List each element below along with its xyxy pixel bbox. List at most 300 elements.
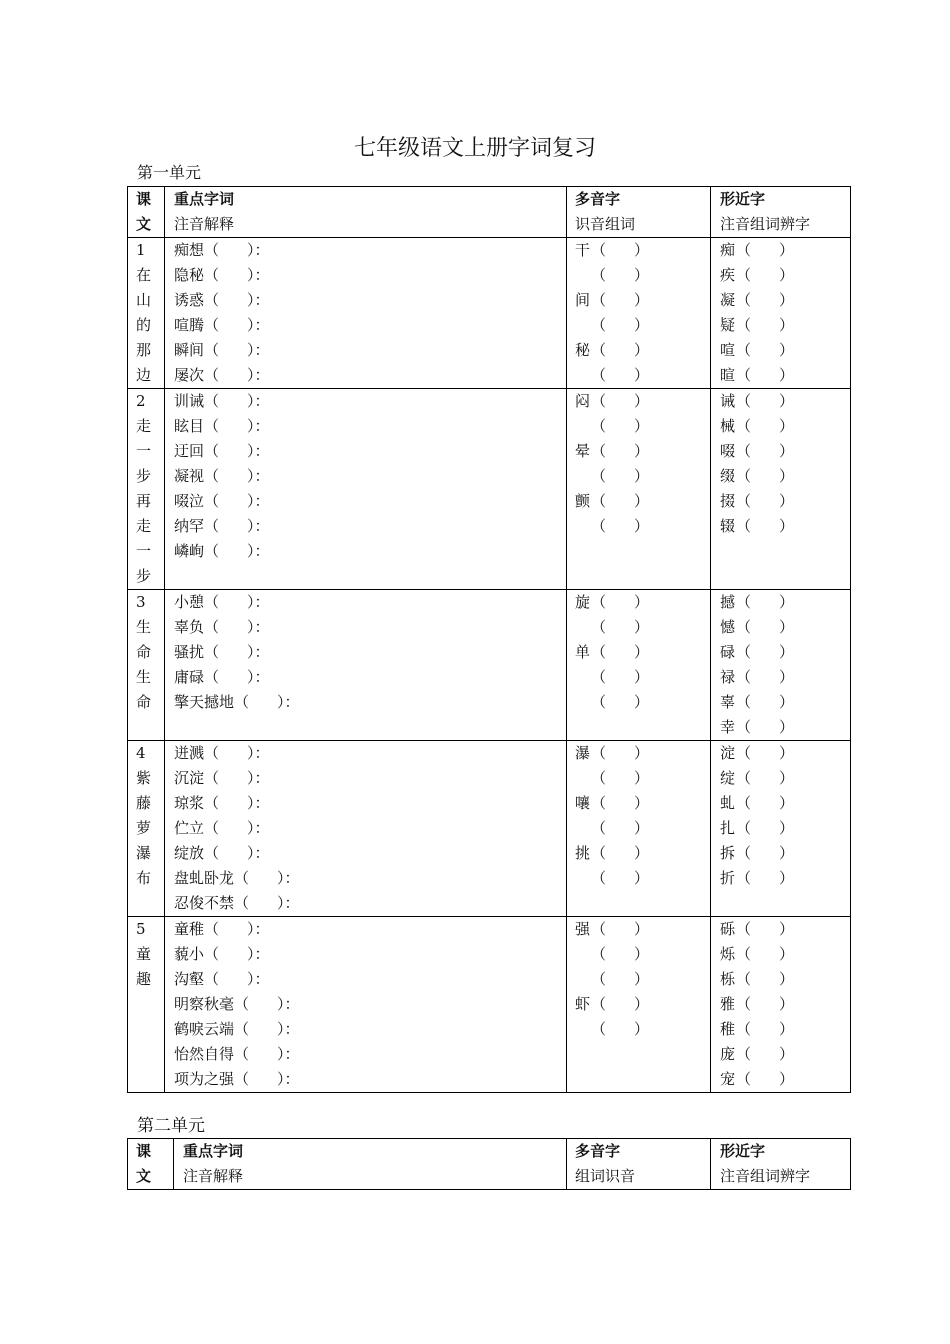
header-words-title: 重点字词	[174, 190, 235, 208]
paren-symbol: ）	[634, 467, 650, 485]
vocab-item	[174, 891, 566, 916]
paren-symbol: ）	[247, 266, 255, 284]
vocab-word: 明察秋毫	[174, 995, 235, 1013]
vocab-word: 擎天撼地	[174, 693, 235, 711]
header-row	[128, 1139, 851, 1190]
colon-symbol: ：	[254, 492, 270, 510]
similar-char: 稚	[720, 1020, 736, 1038]
paren-symbol: ）	[247, 794, 255, 812]
paren-symbol: （	[204, 794, 220, 812]
vocab-item	[174, 389, 566, 414]
paren-symbol: ）	[634, 920, 650, 938]
lesson-title-char: 4	[136, 744, 146, 762]
similar-char-item	[720, 363, 850, 388]
paren-symbol: ）	[247, 467, 255, 485]
paren-symbol: ）	[779, 995, 795, 1013]
similar-char: 辜	[720, 693, 736, 711]
paren-symbol: ）	[779, 769, 795, 787]
polyphone-list	[567, 590, 711, 741]
paren-symbol: （	[591, 744, 607, 762]
paren-symbol: ）	[634, 366, 650, 384]
paren-symbol: ）	[779, 593, 795, 611]
header-poly-sub: 组词识音	[575, 1167, 636, 1185]
lesson-row	[128, 590, 851, 741]
paren-symbol: ）	[779, 291, 795, 309]
paren-symbol: ）	[634, 593, 650, 611]
vocab-item	[174, 288, 566, 313]
similar-char-item	[720, 766, 850, 791]
polyphone-item	[575, 841, 710, 866]
colon-symbol: ：	[284, 869, 300, 887]
polyphone-list	[567, 238, 711, 389]
paren-symbol: （	[591, 668, 607, 686]
paren-symbol: （	[736, 593, 752, 611]
similar-char: 憾	[720, 618, 736, 636]
paren-symbol: （	[736, 366, 752, 384]
lesson-title-char: 5	[136, 920, 146, 938]
polyphone-list	[567, 741, 711, 917]
vocab-item	[174, 464, 566, 489]
lesson-title-char: 瀑	[136, 844, 152, 862]
lesson-title-char: 布	[136, 869, 152, 887]
paren-symbol: （	[204, 417, 220, 435]
unit2-heading: 第二单元	[137, 1116, 205, 1136]
paren-symbol: ）	[247, 316, 255, 334]
similar-char-item	[720, 615, 850, 640]
paren-symbol: （	[204, 668, 220, 686]
paren-symbol: （	[591, 869, 607, 887]
paren-symbol: ）	[634, 316, 650, 334]
vocab-word: 瞬间	[174, 341, 205, 359]
paren-symbol: （	[736, 341, 752, 359]
paren-symbol: ）	[779, 794, 795, 812]
vocab-item	[174, 766, 566, 791]
polyphone-item	[575, 615, 710, 640]
lesson-title-char: 在	[136, 266, 152, 284]
paren-symbol: ）	[634, 844, 650, 862]
colon-symbol: ：	[254, 668, 270, 686]
paren-symbol: ）	[634, 769, 650, 787]
vocab-item	[174, 1017, 566, 1042]
polyphone-item	[575, 992, 710, 1017]
paren-symbol: ）	[277, 894, 285, 912]
unit1-table	[127, 186, 851, 1093]
header-row	[128, 187, 851, 238]
paren-symbol: （	[591, 392, 607, 410]
polyphone-char: 旋	[575, 593, 591, 611]
similar-char-item	[720, 942, 850, 967]
similar-char-item	[720, 816, 850, 841]
paren-symbol: ）	[634, 819, 650, 837]
paren-symbol: ）	[247, 593, 255, 611]
vocab-item	[174, 338, 566, 363]
vocab-word: 怡然自得	[174, 1045, 235, 1063]
paren-symbol: （	[736, 920, 752, 938]
polyphone-item	[575, 640, 710, 665]
colon-symbol: ：	[254, 392, 270, 410]
paren-symbol: （	[736, 392, 752, 410]
vocab-word: 痴想	[174, 241, 205, 259]
paren-symbol: （	[736, 517, 752, 535]
similar-char: 暄	[720, 366, 736, 384]
paren-symbol: ）	[634, 618, 650, 636]
similar-char-item	[720, 263, 850, 288]
polyphone-item	[575, 464, 710, 489]
colon-symbol: ：	[254, 794, 270, 812]
paren-symbol: （	[204, 392, 220, 410]
paren-symbol: （	[591, 341, 607, 359]
header-words	[174, 1139, 567, 1190]
paren-symbol: ）	[634, 1020, 650, 1038]
vocab-item	[174, 791, 566, 816]
vocab-item	[174, 590, 566, 615]
polyphone-item	[575, 514, 710, 539]
paren-symbol: （	[736, 266, 752, 284]
colon-symbol: ：	[254, 442, 270, 460]
colon-symbol: ：	[284, 995, 300, 1013]
polyphone-item	[575, 816, 710, 841]
paren-symbol: ）	[779, 869, 795, 887]
colon-symbol: ：	[254, 769, 270, 787]
header-similar-title: 形近字	[720, 190, 766, 208]
similar-char-list	[711, 238, 851, 389]
vocab-word: 啜泣	[174, 492, 205, 510]
vocab-item	[174, 1067, 566, 1092]
similar-char-item	[720, 389, 850, 414]
colon-symbol: ：	[254, 819, 270, 837]
paren-symbol: （	[591, 995, 607, 1013]
vocab-word: 庸碌	[174, 668, 205, 686]
similar-char: 碌	[720, 643, 736, 661]
paren-symbol: （	[204, 366, 220, 384]
header-words	[165, 187, 567, 238]
vocab-word: 喧腾	[174, 316, 205, 334]
polyphone-item	[575, 313, 710, 338]
paren-symbol: （	[736, 718, 752, 736]
vocab-item	[174, 238, 566, 263]
similar-char: 扎	[720, 819, 736, 837]
paren-symbol: ）	[634, 517, 650, 535]
paren-symbol: （	[591, 769, 607, 787]
vocab-item	[174, 615, 566, 640]
paren-symbol: ）	[247, 618, 255, 636]
vocab-word: 童稚	[174, 920, 205, 938]
paren-symbol: （	[234, 894, 250, 912]
paren-symbol: ）	[634, 693, 650, 711]
paren-symbol: （	[591, 593, 607, 611]
vocab-word: 嶙峋	[174, 542, 205, 560]
paren-symbol: （	[591, 643, 607, 661]
lesson-title-char: 那	[136, 341, 152, 359]
colon-symbol: ：	[254, 341, 270, 359]
paren-symbol: ）	[779, 241, 795, 259]
paren-symbol: （	[591, 618, 607, 636]
vocab-word: 小憩	[174, 593, 205, 611]
paren-symbol: （	[204, 593, 220, 611]
paren-symbol: （	[234, 1070, 250, 1088]
vocab-word: 凝视	[174, 467, 205, 485]
colon-symbol: ：	[254, 291, 270, 309]
paren-symbol: （	[591, 970, 607, 988]
colon-symbol: ：	[254, 593, 270, 611]
header-similar-title: 形近字	[720, 1142, 766, 1160]
lesson-title-char: 1	[136, 241, 146, 259]
vocab-list	[165, 917, 567, 1093]
paren-symbol: （	[736, 844, 752, 862]
paren-symbol: （	[591, 417, 607, 435]
similar-char-list	[711, 741, 851, 917]
header-poly-sub: 识音组词	[575, 215, 636, 233]
paren-symbol: （	[736, 744, 752, 762]
unit1-heading: 第一单元	[137, 163, 202, 182]
header-poly	[567, 187, 711, 238]
polyphone-char: 闷	[575, 392, 591, 410]
colon-symbol: ：	[254, 467, 270, 485]
polyphone-char: 嚷	[575, 794, 591, 812]
colon-symbol: ：	[254, 970, 270, 988]
polyphone-list	[567, 917, 711, 1093]
paren-symbol: ）	[634, 291, 650, 309]
similar-char-item	[720, 841, 850, 866]
paren-symbol: （	[234, 1020, 250, 1038]
colon-symbol: ：	[254, 266, 270, 284]
vocab-word: 沟壑	[174, 970, 205, 988]
lesson-title-char: 趣	[136, 970, 152, 988]
paren-symbol: ）	[779, 1070, 795, 1088]
similar-char: 撼	[720, 593, 736, 611]
vocab-word: 眩目	[174, 417, 205, 435]
paren-symbol: ）	[779, 467, 795, 485]
similar-char: 宠	[720, 1070, 736, 1088]
paren-symbol: ）	[634, 995, 650, 1013]
paren-symbol: （	[204, 241, 220, 259]
paren-symbol: ）	[634, 492, 650, 510]
vocab-word: 项为之强	[174, 1070, 235, 1088]
colon-symbol: ：	[254, 643, 270, 661]
vocab-item	[174, 1042, 566, 1067]
paren-symbol: （	[736, 1020, 752, 1038]
vocab-word: 绽放	[174, 844, 205, 862]
polyphone-item	[575, 489, 710, 514]
vocab-item	[174, 439, 566, 464]
polyphone-item	[575, 690, 710, 715]
vocab-item	[174, 917, 566, 942]
similar-char-item	[720, 640, 850, 665]
vocab-item	[174, 539, 566, 564]
lesson-title-char: 紫	[136, 769, 152, 787]
similar-char: 掇	[720, 492, 736, 510]
vocab-item	[174, 313, 566, 338]
lesson-title-char: 萝	[136, 819, 152, 837]
polyphone-char: 强	[575, 920, 591, 938]
vocab-item	[174, 414, 566, 439]
paren-symbol: ）	[634, 341, 650, 359]
vocab-word: 忍俊不禁	[174, 894, 235, 912]
paren-symbol: ）	[247, 970, 255, 988]
header-poly-title: 多音字	[575, 190, 621, 208]
paren-symbol: （	[736, 995, 752, 1013]
lesson-title-char: 3	[136, 593, 146, 611]
paren-symbol: ）	[779, 266, 795, 284]
similar-char-item	[720, 439, 850, 464]
colon-symbol: ：	[284, 1045, 300, 1063]
vocab-word: 诱惑	[174, 291, 205, 309]
similar-char: 烁	[720, 945, 736, 963]
similar-char: 淀	[720, 744, 736, 762]
vocab-item	[174, 514, 566, 539]
paren-symbol: ）	[779, 392, 795, 410]
paren-symbol: ）	[634, 417, 650, 435]
similar-char-item	[720, 313, 850, 338]
paren-symbol: （	[736, 769, 752, 787]
similar-char: 痴	[720, 241, 736, 259]
paren-symbol: （	[736, 693, 752, 711]
header-poly-title: 多音字	[575, 1142, 621, 1160]
paren-symbol: ）	[779, 417, 795, 435]
paren-symbol: （	[204, 920, 220, 938]
polyphone-item	[575, 238, 710, 263]
paren-symbol: ）	[634, 794, 650, 812]
vocab-item	[174, 665, 566, 690]
similar-char: 拆	[720, 844, 736, 862]
paren-symbol: ）	[247, 819, 255, 837]
paren-symbol: ）	[779, 366, 795, 384]
paren-symbol: ）	[247, 341, 255, 359]
similar-char-list	[711, 917, 851, 1093]
paren-symbol: ）	[247, 769, 255, 787]
paren-symbol: ）	[779, 819, 795, 837]
similar-char: 幸	[720, 718, 736, 736]
similar-char-item	[720, 288, 850, 313]
colon-symbol: ：	[254, 542, 270, 560]
paren-symbol: （	[736, 618, 752, 636]
similar-char-item	[720, 791, 850, 816]
paren-symbol: （	[736, 643, 752, 661]
lesson-row	[128, 741, 851, 917]
paren-symbol: ）	[634, 392, 650, 410]
paren-symbol: ）	[247, 945, 255, 963]
polyphone-char: 瀑	[575, 744, 591, 762]
header-words-sub: 注音解释	[174, 215, 235, 233]
similar-char-item	[720, 238, 850, 263]
polyphone-item	[575, 414, 710, 439]
paren-symbol: （	[204, 341, 220, 359]
paren-symbol: （	[234, 693, 250, 711]
lesson-title-char: 走	[136, 517, 152, 535]
paren-symbol: （	[591, 920, 607, 938]
lesson-title	[128, 917, 165, 1093]
lesson-title-char: 生	[136, 618, 152, 636]
paren-symbol: ）	[779, 718, 795, 736]
similar-char-item	[720, 1067, 850, 1092]
similar-char-item	[720, 590, 850, 615]
paren-symbol: ）	[779, 744, 795, 762]
colon-symbol: ：	[254, 417, 270, 435]
paren-symbol: ）	[247, 643, 255, 661]
colon-symbol: ：	[254, 316, 270, 334]
paren-symbol: ）	[634, 266, 650, 284]
polyphone-item	[575, 665, 710, 690]
colon-symbol: ：	[254, 618, 270, 636]
similar-char-list	[711, 590, 851, 741]
paren-symbol: （	[204, 744, 220, 762]
polyphone-item	[575, 288, 710, 313]
lesson-title-char: 步	[136, 567, 152, 585]
paren-symbol: （	[736, 970, 752, 988]
paren-symbol: ）	[247, 492, 255, 510]
lesson-title-char: 生	[136, 668, 152, 686]
header-similar	[711, 1139, 851, 1190]
colon-symbol: ：	[254, 945, 270, 963]
vocab-word: 辜负	[174, 618, 205, 636]
paren-symbol: ）	[277, 1020, 285, 1038]
vocab-item	[174, 363, 566, 388]
paren-symbol: （	[591, 442, 607, 460]
polyphone-item	[575, 363, 710, 388]
paren-symbol: ）	[779, 970, 795, 988]
paren-symbol: （	[204, 945, 220, 963]
similar-char-item	[720, 414, 850, 439]
unit2-table	[127, 1138, 851, 1190]
polyphone-char: 干	[575, 241, 591, 259]
lesson-title-char: 山	[136, 291, 152, 309]
paren-symbol: （	[736, 794, 752, 812]
vocab-word: 沉淀	[174, 769, 205, 787]
paren-symbol: ）	[779, 668, 795, 686]
lesson-title-char: 的	[136, 316, 152, 334]
vocab-word: 迸溅	[174, 744, 205, 762]
similar-char: 栎	[720, 970, 736, 988]
vocab-item	[174, 866, 566, 891]
paren-symbol: （	[591, 945, 607, 963]
lesson-row	[128, 238, 851, 389]
paren-symbol: ）	[634, 241, 650, 259]
similar-char: 疾	[720, 266, 736, 284]
similar-char: 雅	[720, 995, 736, 1013]
similar-char-item	[720, 489, 850, 514]
paren-symbol: （	[736, 869, 752, 887]
lesson-title	[128, 590, 165, 741]
similar-char-item	[720, 917, 850, 942]
lesson-title-char: 边	[136, 366, 152, 384]
similar-char: 绽	[720, 769, 736, 787]
paren-symbol: ）	[634, 643, 650, 661]
paren-symbol: （	[204, 266, 220, 284]
similar-char-item	[720, 464, 850, 489]
polyphone-char: 秘	[575, 341, 591, 359]
polyphone-item	[575, 866, 710, 891]
lesson-row	[128, 917, 851, 1093]
vocab-list	[165, 741, 567, 917]
polyphone-list	[567, 389, 711, 590]
paren-symbol: （	[736, 819, 752, 837]
vocab-word: 骚扰	[174, 643, 205, 661]
polyphone-item	[575, 1017, 710, 1042]
vocab-word: 迂回	[174, 442, 205, 460]
polyphone-item	[575, 766, 710, 791]
paren-symbol: ）	[247, 844, 255, 862]
similar-char: 凝	[720, 291, 736, 309]
similar-char-item	[720, 338, 850, 363]
header-words-title: 重点字词	[183, 1142, 244, 1160]
polyphone-item	[575, 338, 710, 363]
paren-symbol: （	[736, 668, 752, 686]
similar-char: 诫	[720, 392, 736, 410]
paren-symbol: （	[591, 241, 607, 259]
paren-symbol: （	[591, 844, 607, 862]
vocab-list	[165, 238, 567, 389]
vocab-item	[174, 841, 566, 866]
